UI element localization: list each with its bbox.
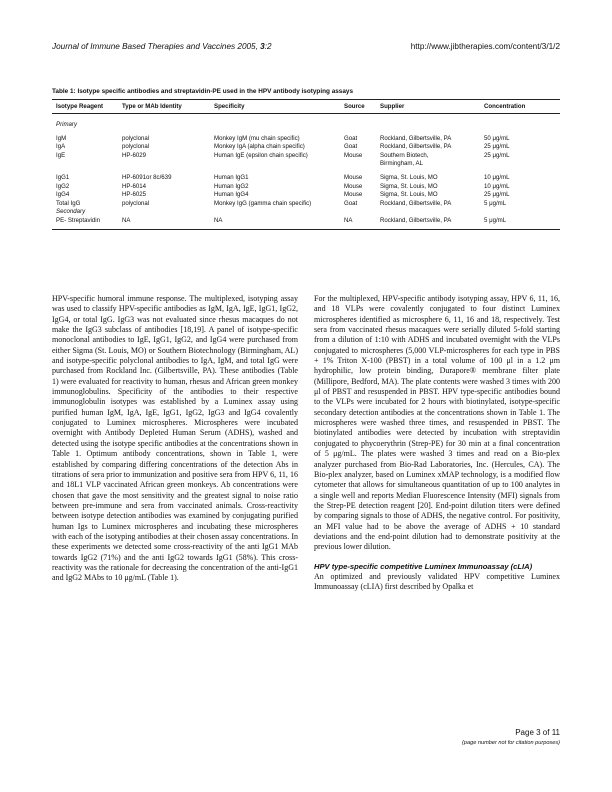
body-paragraph: An optimized and previously validated HPV competitive Luminex Immunoassay (cLIA) first described by Opalka et (314, 571, 560, 591)
journal-url[interactable]: http://www.jibtherapies.com/content/3/1/2 (410, 42, 560, 51)
right-column (314, 294, 560, 592)
col-header: Isotype Reagent (52, 100, 118, 114)
section-row-primary: Primary (56, 121, 77, 128)
footer-note: (page number not for citation purposes) (462, 740, 560, 746)
page-footer (462, 728, 560, 746)
col-header: Supplier (376, 100, 480, 114)
section-heading: HPV type-specific competitive Luminex Immunoassay (cLIA) (314, 561, 533, 571)
col-header: Type or MAb Identity (118, 100, 210, 114)
body-paragraph: HPV-specific humoral immune response. The multiplexed, isotyping assay was used to classify HPV-specific antibodies as IgM, IgA, IgE, IgG1, IgG2, IgG4, or total IgG. IgG3 was not evaluated since rhesus macaques do not make the IgG3 subclass of antibodies [18,19]. A panel of isotype-specific monoclonal antibodies to IgE, IgG1, IgG2, and IgG4 were purchased from either Sigma (St. Louis, MO) or Southern Biotechnology (Birmingham, AL) and isotype-specific polyclonal antibodies to IgA, IgM, and total IgG were purchased from Rockland Inc. (Gilbertsville, PA). These antibodies (Table 1) were evaluated for reactivity to human, rhesus and African green monkey immunoglobulins. Specificity of the antibodies to their respective immunoglobulin isotypes was established by a Luminex assay using purified human IgM, IgA, IgE, IgG1, IgG2, IgG3 and IgG4 covalently conjugated to Luminex microspheres. Microspheres were incubated overnight with Antibody Depleted Human Serum (ADHS), washed and detected using the isotype specific antibodies at the concentrations shown in Table 1. Optimum antibody concentrations, shown in Table 1, were established by comparing differing concentrations of the detection Abs in titrations of sera prior to immunization and positive sera from HPV 6, 11, 16 and 18L1 VLP vaccinated African green monkeys. Ab concentrations were chosen that gave the most sensitivity and the greatest signal to noise ratio between pre-immune and sera from vaccinated animals. Cross-reactivity between isotype detection antibodies was examined by conjugating purified human Igs to Luminex microspheres and incubating these microspheres with each of the isotyping antibodies at their chosen assay concentrations. In these experiments we detected some cross-reactivity of the anti IgG1 MAb towards IgG2 (71%) and the anti IgG2 towards IgG1 (58%). This cross-reactivity was the rationale for decreasing the concentration of the anti-IgG1 and IgG2 MAbs to 10 μg/mL (Table 1). (52, 294, 298, 583)
col-header: Concentration (480, 100, 560, 114)
section-row-secondary: Secondary (56, 208, 86, 216)
table-row: PE- Streptavidin NA NA NA Rockland, Gilbertsville, PA 5 μg/mL (52, 217, 560, 229)
col-header: Specificity (210, 100, 340, 114)
body-paragraph: For the multiplexed, HPV-specific antibody isotyping assay, HPV 6, 11, 16, and 18 VLPs were covalently conjugated to four distinct Luminex microspheres identified as microsphere 6, 11, 16 and 18, respectively. Test sera from vaccinated rhesus macaques were serially diluted 5-fold starting from a dilution of 1:10 with ADHS and incubated overnight with the VLPs conjugated to microspheres (5,000 VLP-microspheres for each type in PBS + 1% Triton X-100 (PBST) in a total volume of 100 μl in a 1.2 μm hydrophilic, low protein binding, Durapore® membrane filter plate (Millipore, Bedford, MA). The plate contents were washed 3 times with 200 μl of PBST and resuspended in PBST. HPV type-specific antibodies bound to the VLPs were incubated for 2 hours with biotinylated, isotype-specific secondary detection antibodies at the concentrations shown in Table 1. The microspheres were washed three times, and resuspended in PBST. The biotinylated antibodies were detected by incubation with streptavidin conjugated to phycoerythrin (Strep-PE) for 30 min at a final concentration of 5 μg/mL. The plates were washed 3 times and read on a Bio-plex analyzer purchased from Bio-Rad Laboratories, Inc. (Hercules, CA). The Bio-plex analyzer, based on Luminex xMAP technology, is a modified flow cytometer that allows for simultaneous quantitation of up to 100 analytes in a single well and reports Median Fluorescence Intensity (MFI) signals from the Strep-PE detection reagent [20]. End-point dilution titers were defined by comparing signals to those of ADHS, the negative control. For positivity, an MFI value had to be above the average of ADHS + 10 standard deviations and the end-point dilution had to demonstrate positivity at the previous lower dilution. (314, 294, 560, 552)
table-header-row (52, 100, 560, 114)
table-row: IgE HP-6029 Human IgE (epsilon chain specific) Mouse Southern Biotech, 25 μg/mL (56, 151, 510, 159)
table-caption: Table 1: Isotype specific antibodies and streptavidin-PE used in the HPV antibody isotyping assays (52, 88, 354, 95)
table-row: Total IgG polyclonal Monkey IgG (gamma chain specific) Goat Rockland, Gilbertsville, PA 5 μg/mL (56, 199, 507, 207)
left-column (52, 294, 298, 584)
running-header (52, 42, 560, 54)
table-row: IgG4 HP-6025 Human IgG4 Mouse Sigma, St. Louis, MO 25 μg/mL (56, 191, 510, 199)
page-number: Page 3 of 11 (515, 728, 560, 737)
table-row: Birmingham, AL (380, 160, 424, 168)
table-row: IgG1 HP-6091or 8c/639 Human IgG1 Mouse Sigma, St. Louis, MO 10 μg/mL (56, 173, 510, 181)
journal-citation: Journal of Immune Based Therapies and Vaccines 2005, 3:2 (52, 42, 272, 51)
table-row: IgG2 HP-6014 Human IgG2 Mouse Sigma, St. Louis, MO 10 μg/mL (56, 182, 510, 190)
table-row: IgM polyclonal Monkey IgM (mu chain specific) Goat Rockland, Gilbertsville, PA 50 μg/mL (56, 134, 510, 142)
table-row: IgA polyclonal Monkey IgA (alpha chain specific) Goat Rockland, Gilbertsville, PA 25 μg/mL (56, 143, 510, 151)
isotype-table (52, 99, 560, 230)
col-header: Source (340, 100, 376, 114)
